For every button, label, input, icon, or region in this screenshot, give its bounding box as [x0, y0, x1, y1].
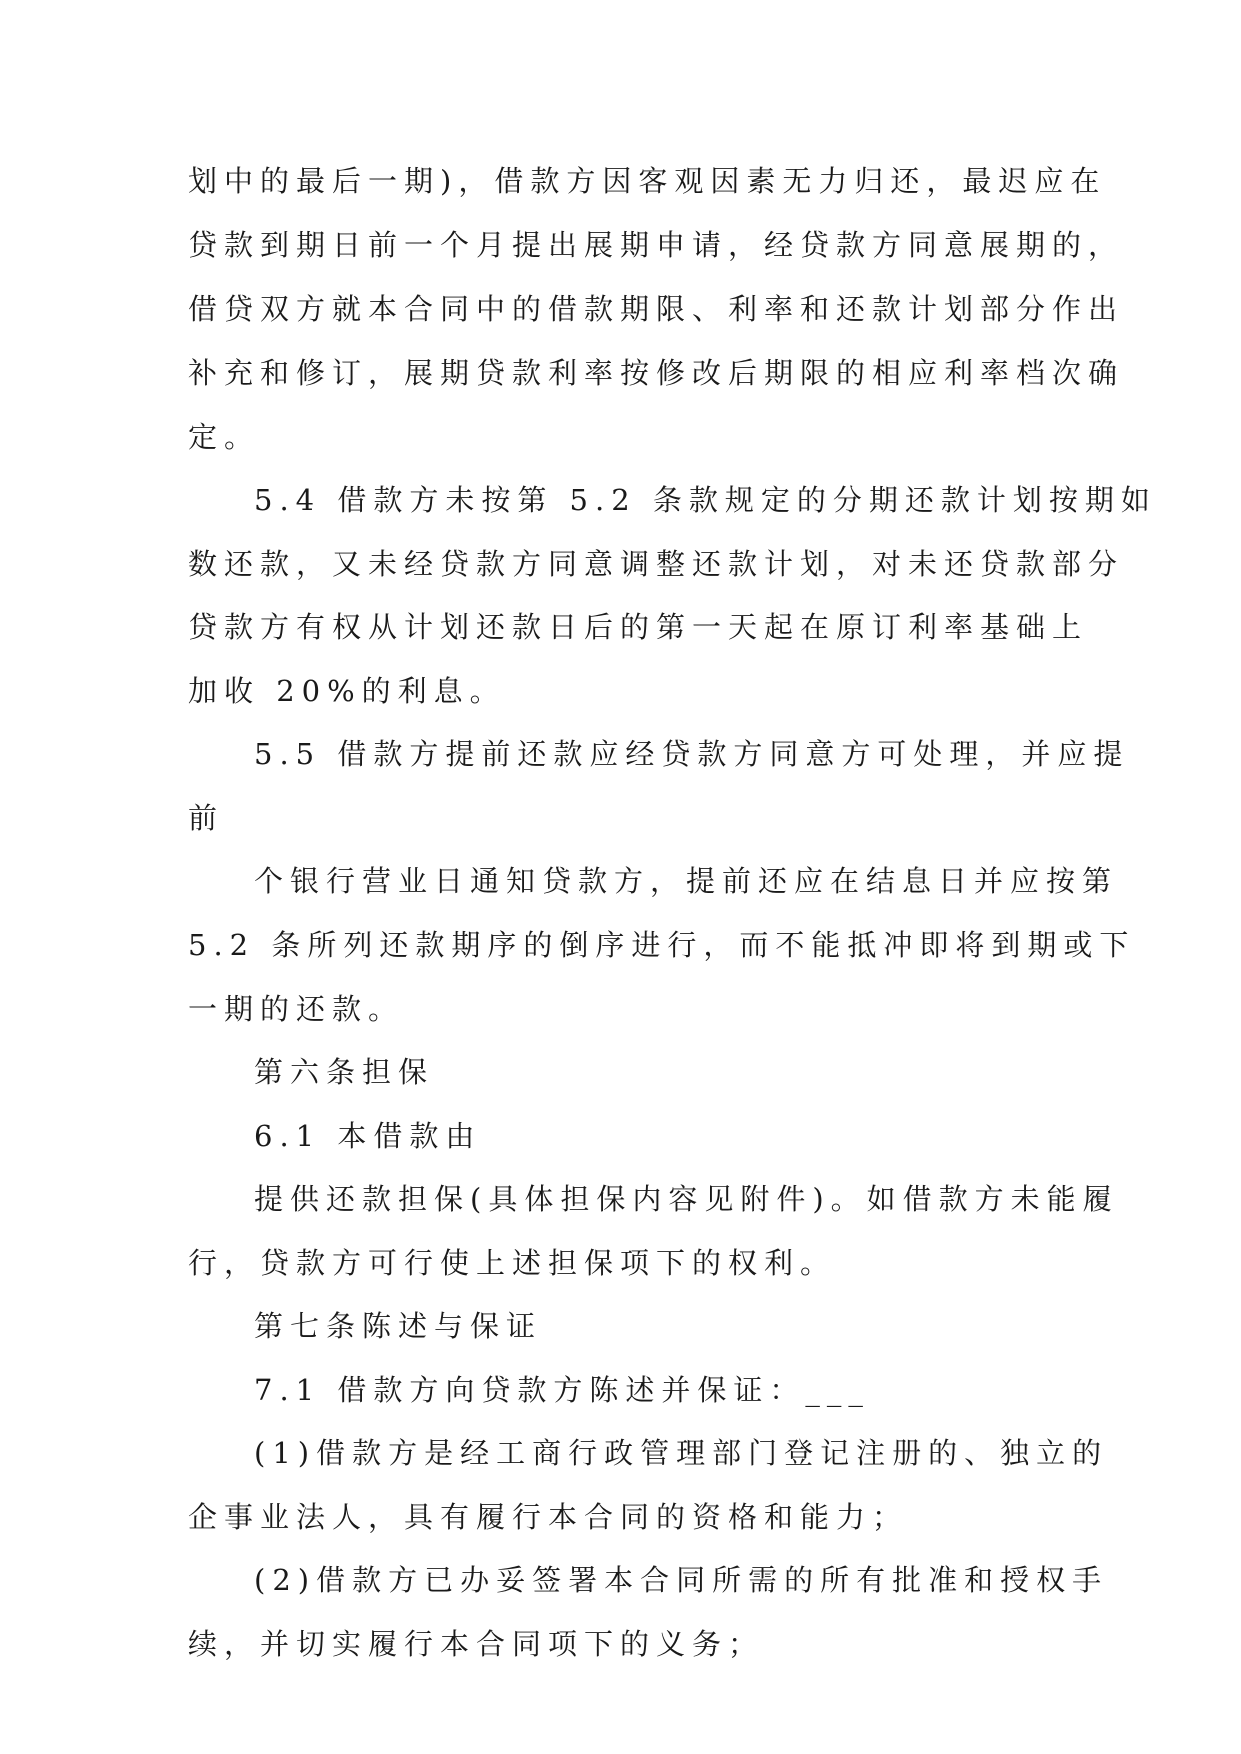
- text-line: 划中的最后一期)，借款方因客观因素无力归还，最迟应在: [188, 164, 1107, 198]
- text-line: 个银行营业日通知贷款方，提前还应在结息日并应按第: [254, 864, 1119, 898]
- text-line: 补充和修订，展期贷款利率按修改后期限的相应利率档次确: [188, 356, 1125, 390]
- text-line: 行，贷款方可行使上述担保项下的权利。: [188, 1246, 837, 1280]
- text-line: 借贷双方就本合同中的借款期限、利率和还款计划部分作出: [188, 292, 1125, 326]
- article-7-heading: 第七条陈述与保证: [254, 1309, 543, 1343]
- text-line: 提供还款担保(具体担保内容见附件)。如借款方未能履: [254, 1182, 1119, 1216]
- text-line: 贷款到期日前一个月提出展期申请，经贷款方同意展期的，: [188, 228, 1125, 262]
- text-line: 贷款方有权从计划还款日后的第一天起在原订利率基础上: [188, 610, 1089, 644]
- text-line: 5.2 条所列还款期序的倒序进行，而不能抵冲即将到期或下: [188, 928, 1136, 962]
- clause-5-4-line: 5.4 借款方未按第 5.2 条款规定的分期还款计划按期如: [254, 483, 1157, 517]
- text-line: 企事业法人，具有履行本合同的资格和能力；: [188, 1500, 909, 1534]
- text-line: 一期的还款。: [188, 992, 405, 1026]
- text-line: 数还款，又未经贷款方同意调整还款计划，对未还贷款部分: [188, 547, 1125, 581]
- text-line: 加收 20%的利息。: [188, 674, 506, 708]
- text-line: 前: [188, 801, 225, 835]
- text-line: 续，并切实履行本合同项下的义务；: [188, 1627, 765, 1661]
- clause-7-1-line: 7.1 借款方向贷款方陈述并保证：___: [254, 1373, 870, 1407]
- clause-6-1-line: 6.1 本借款由: [254, 1119, 482, 1153]
- clause-5-5-line: 5.5 借款方提前还款应经贷款方同意方可处理，并应提: [254, 737, 1130, 771]
- text-line: 定。: [188, 420, 261, 454]
- item-2-line: (2)借款方已办妥签署本合同所需的所有批准和授权手: [254, 1563, 1109, 1597]
- item-1-line: (1)借款方是经工商行政管理部门登记注册的、独立的: [254, 1436, 1109, 1470]
- article-6-heading: 第六条担保: [254, 1055, 435, 1089]
